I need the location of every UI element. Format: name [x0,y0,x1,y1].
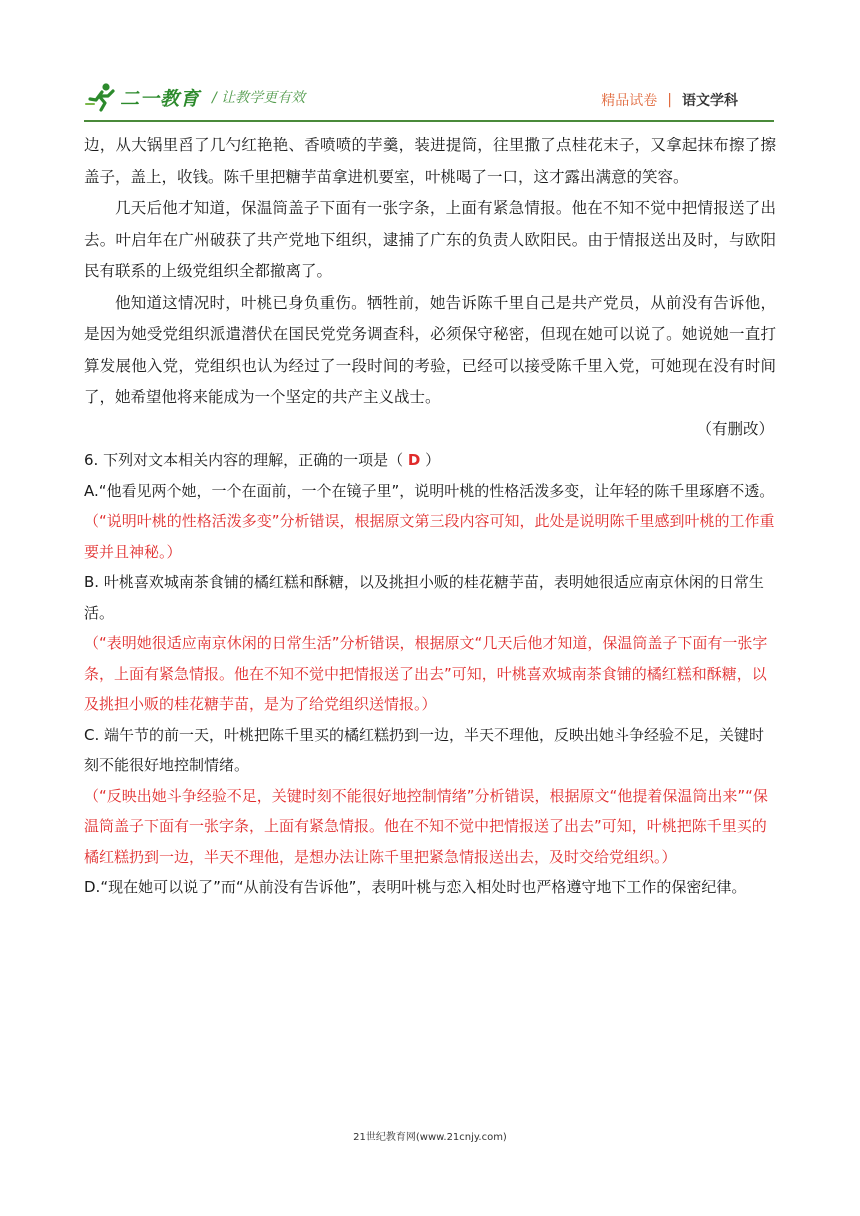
answer-letter: D [407,451,421,469]
brand-slogan: / 让教学更有效 [212,90,306,106]
passage-paragraph: 他知道这情况时，叶桃已身负重伤。牺牲前，她告诉陈千里自己是共产党员，从前没有告诉他，是因为她受党组织派遣潜伏在国民党党务调查科，必须保守秘密，但现在她可以说了。她说她一直打算发展他入党，党组织也认为经过了一段时间的考验，已经可以接受陈千里入党，可她现在没有时间了，她希望他将来能成为一个坚定的共产主义战士。 [84,293,776,406]
header-tags [601,90,738,110]
passage-paragraph: 边，从大锅里舀了几勺红艳艳、香喷喷的芋羹，装进提筒，往里撒了点桂花末子，又拿起抹布擦了擦盖子，盖上，收钱。陈千里把糖芋苗拿进机要室，叶桃喝了一口，这才露出满意的笑容。 [84,136,776,186]
option-a-explanation: （“说明叶桃的性格活泼多变”分析错误，根据原文第三段内容可知，此处是说明陈千里感到叶桃的工作重要并且神秘。） [84,512,775,561]
question-stem-text: 6. 下列对文本相关内容的理解，正确的一项是（ [84,451,408,469]
tag-separator: | [667,92,672,108]
edit-note: （有删改） [696,419,774,438]
brand-logo [84,82,305,112]
option-b: B. 叶桃喜欢城南茶食铺的橘红糕和酥糖，以及挑担小贩的桂花糖芋苗，表明她很适应南京休闲的日常生活。 [84,573,764,622]
option-a: A.“他看见两个她，一个在面前，一个在镜子里”，说明叶桃的性格活泼多变，让年轻的陈千里琢磨不透。 [84,481,775,500]
brand-name: 二一教育 [120,87,201,110]
premium-paper-tag: 精品试卷 [601,93,658,109]
runner-icon [84,82,118,112]
page-footer: 21世纪教育网(www.21cnjy.com) [353,1132,507,1143]
document-body [84,130,776,903]
passage-paragraph: 几天后他才知道，保温筒盖子下面有一张字条，上面有紧急情报。他在不知不觉中把情报送了出去。叶启年在广州破获了共产党地下组织，逮捕了广东的负责人欧阳民。由于情报送出及时，与欧阳民有联系的上级党组织全都撤离了。 [84,199,776,280]
option-d: D.“现在她可以说了”而“从前没有告诉他”，表明叶桃与恋入相处时也严格遵守地下工作的保密纪律。 [84,878,747,896]
subject-tag: 语文学科 [682,93,738,109]
question-stem [84,445,776,476]
page-header [84,78,774,122]
option-b-explanation: （“表明她很适应南京休闲的日常生活”分析错误，根据原文“几天后他才知道，保温筒盖子下面有一张字条，上面有紧急情报。他在不知不觉中把情报送了出去”可知，叶桃喜欢城南茶食铺的橘红糕和酥糖，以及挑担小贩的桂花糖芋苗，是为了给党组织送情报。） [84,634,768,713]
option-c: C. 端午节的前一天，叶桃把陈千里买的橘红糕扔到一边，半天不理他，反映出她斗争经验不足，关键时刻不能很好地控制情绪。 [84,725,765,774]
question-stem-end: ） [420,451,441,469]
option-c-explanation: （“反映出她斗争经验不足，关键时刻不能很好地控制情绪”分析错误，根据原文“他提着保温筒出来”“保温筒盖子下面有一张字条，上面有紧急情报。他在不知不觉中把情报送了出去”可知，叶桃把陈千里买的橘红糕扔到一边，半天不理他，是想办法让陈千里把紧急情报送出去，及时交给党组织。） [84,786,768,866]
